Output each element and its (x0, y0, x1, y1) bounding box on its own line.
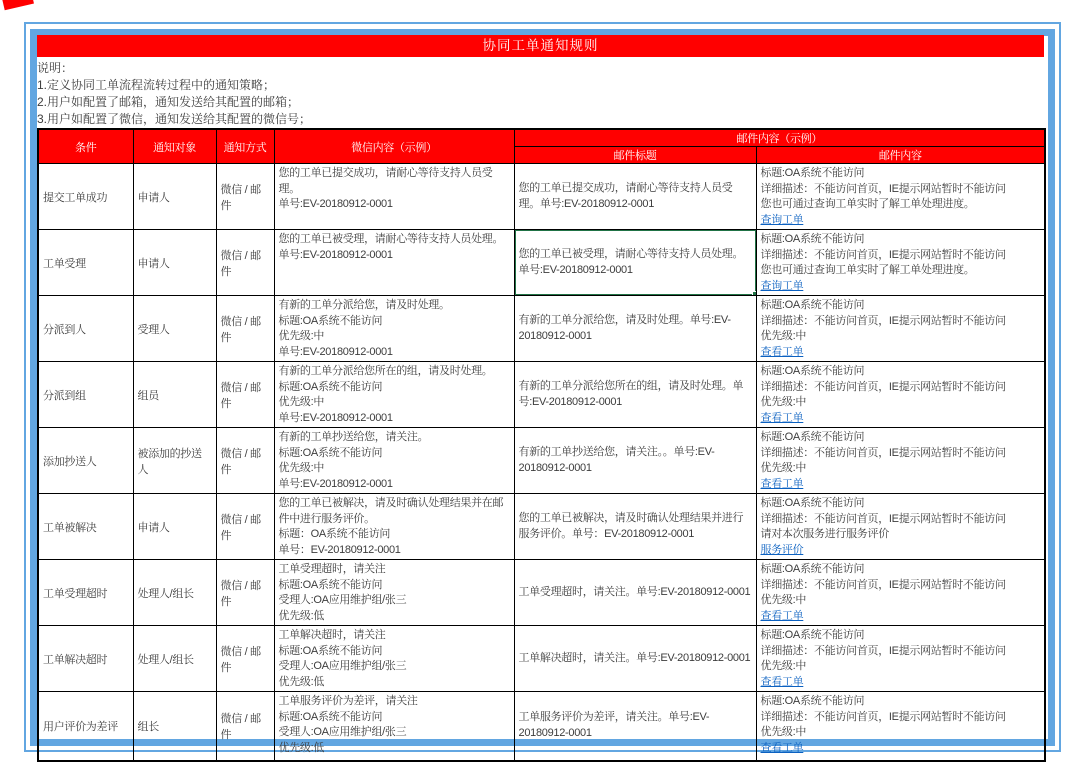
wechat-line: 优先级:中 (278, 330, 325, 342)
cell-notify-method: 微信 / 邮件 (216, 560, 274, 626)
wechat-line: 优先级:中 (278, 462, 325, 474)
wechat-line: 有新的工单分派给您，请及时处理。 (278, 299, 450, 311)
email-title-text: 有新的工单分派给您，请及时处理。单号:EV-20180912-0001 (518, 314, 731, 342)
wechat-line: 优先级:低 (278, 741, 325, 754)
wechat-line: 单号:EV-20180912-0001 (278, 411, 393, 424)
wechat-line: 单号:EV-20180912-0001 (278, 198, 393, 210)
cell-notify-method: 微信 / 邮件 (216, 230, 274, 296)
email-body-line: 详细描述：不能访问首页，IE提示网站暂时不能访问 (760, 248, 1006, 261)
email-link-line (761, 741, 1041, 757)
email-body-line: 优先级:中 (760, 330, 807, 342)
cell-notify-target: 申请人 (133, 230, 216, 296)
cell-notify-method: 微信 / 邮件 (216, 296, 274, 362)
cell-email-title (514, 164, 756, 230)
cell-notify-method: 微信 / 邮件 (216, 626, 274, 692)
cell-email-body (756, 362, 1045, 428)
table-row (38, 230, 1045, 296)
wechat-line: 您的工单已提交成功，请耐心等待支持人员受理。 (278, 167, 493, 195)
cell-email-title (514, 692, 756, 761)
wechat-line: 标题:OA系统不能访问 (278, 578, 383, 591)
email-link-line (761, 675, 1041, 691)
wechat-line: 单号:EV-20180912-0001 (278, 477, 393, 490)
wechat-line: 单号:EV-20180912-0001 (278, 345, 393, 358)
cell-condition: 添加抄送人 (38, 428, 133, 494)
wechat-line: 单号:EV-20180912-0001 (278, 248, 393, 261)
wechat-line: 受理人:OA应用维护组/张三 (278, 660, 407, 672)
wechat-line: 标题:OA系统不能访问 (278, 644, 383, 657)
email-link[interactable]: 查看工单 (760, 741, 804, 754)
wechat-line: 受理人:OA应用维护组/张三 (278, 726, 407, 738)
notes-block (37, 60, 1044, 128)
wechat-line: 您的工单已被受理，请耐心等待支持人员处理。 (278, 233, 504, 245)
email-body-line: 详细描述：不能访问首页，IE提示网站暂时不能访问 (760, 512, 1006, 525)
cell-wechat-content (274, 494, 514, 560)
wechat-line: 单号：EV-20180912-0001 (278, 543, 401, 556)
cell-notify-target: 处理人/组长 (133, 560, 216, 626)
wechat-line: 标题:OA系统不能访问 (278, 380, 383, 393)
wechat-line: 优先级:低 (278, 675, 325, 688)
email-body-line: 优先级:中 (760, 396, 807, 408)
email-link[interactable]: 服务评价 (760, 543, 804, 556)
email-body-line: 优先级:中 (760, 594, 807, 606)
cell-email-body (756, 230, 1045, 296)
email-body-line: 标题:OA系统不能访问 (760, 365, 865, 377)
cell-email-title (514, 494, 756, 560)
cell-condition: 用户评价为差评 (38, 692, 133, 761)
email-title-text: 您的工单已提交成功，请耐心等待支持人员受理。单号:EV-20180912-0001 (518, 182, 733, 210)
selection-fill-handle[interactable] (752, 291, 757, 296)
email-link-line (761, 477, 1041, 493)
col-header-email-group: 邮件内容（示例） (514, 129, 1045, 147)
wechat-line: 工单解决超时，请关注 (278, 629, 386, 641)
email-link[interactable]: 查看工单 (760, 609, 804, 622)
cell-email-title (514, 560, 756, 626)
document-content (37, 35, 1044, 762)
email-link-line (761, 543, 1041, 559)
email-link[interactable]: 查询工单 (760, 213, 804, 226)
cell-wechat-content (274, 296, 514, 362)
email-body-line: 详细描述：不能访问首页，IE提示网站暂时不能访问 (760, 644, 1006, 657)
email-link[interactable]: 查看工单 (760, 477, 804, 490)
cell-notify-target: 申请人 (133, 494, 216, 560)
notes-heading: 说明： (37, 61, 74, 75)
email-title-text: 您的工单已被解决，请及时确认处理结果并进行服务评价。单号：EV-20180912-0001 (518, 512, 744, 540)
email-body-line: 详细描述：不能访问首页，IE提示网站暂时不能访问 (760, 314, 1006, 327)
cell-notify-method: 微信 / 邮件 (216, 692, 274, 761)
email-body-line: 标题:OA系统不能访问 (760, 233, 865, 245)
cell-wechat-content (274, 362, 514, 428)
email-link-line (761, 609, 1041, 625)
email-link-line (761, 213, 1041, 229)
email-body-line: 标题:OA系统不能访问 (760, 167, 865, 179)
cell-condition: 分派到组 (38, 362, 133, 428)
table-row (38, 692, 1045, 761)
cell-condition: 分派到人 (38, 296, 133, 362)
cell-notify-target: 申请人 (133, 164, 216, 230)
cell-email-body (756, 692, 1045, 761)
email-body-line: 标题:OA系统不能访问 (760, 431, 865, 443)
wechat-line: 受理人:OA应用维护组/张三 (278, 594, 407, 606)
wechat-line: 您的工单已被解决，请及时确认处理结果并在邮件中进行服务评价。 (278, 497, 504, 525)
cell-wechat-content (274, 626, 514, 692)
col-header-target: 通知对象 (133, 129, 216, 164)
cell-notify-target: 组员 (133, 362, 216, 428)
email-body-line: 详细描述：不能访问首页，IE提示网站暂时不能访问 (760, 578, 1006, 591)
email-body-line: 详细描述：不能访问首页，IE提示网站暂时不能访问 (760, 380, 1006, 393)
email-link[interactable]: 查看工单 (760, 345, 804, 358)
col-header-condition: 条件 (38, 129, 133, 164)
email-body-line: 请对本次服务进行服务评价 (760, 528, 889, 540)
cell-email-title (514, 296, 756, 362)
notes-item: 1.定义协同工单流程流转过程中的通知策略； (37, 78, 276, 92)
cell-notify-target: 受理人 (133, 296, 216, 362)
email-title-text: 工单受理超时，请关注。单号:EV-20180912-0001 (518, 585, 751, 598)
cell-notify-method: 微信 / 邮件 (216, 494, 274, 560)
cell-notify-method: 微信 / 邮件 (216, 428, 274, 494)
email-body-line: 您也可通过查询工单实时了解工单处理进度。 (760, 264, 975, 276)
cell-email-body (756, 494, 1045, 560)
wechat-line: 工单受理超时，请关注 (278, 563, 386, 575)
cell-wechat-content (274, 692, 514, 761)
cell-wechat-content (274, 230, 514, 296)
wechat-line: 优先级:低 (278, 609, 325, 622)
cell-email-title (514, 362, 756, 428)
email-title-text: 您的工单已被受理，请耐心等待支持人员处理。单号:EV-20180912-0001 (518, 248, 744, 276)
cell-wechat-content (274, 164, 514, 230)
table-row (38, 560, 1045, 626)
email-body-line: 详细描述：不能访问首页，IE提示网站暂时不能访问 (760, 710, 1006, 723)
table-row (38, 494, 1045, 560)
cell-wechat-content (274, 560, 514, 626)
cell-notify-method: 微信 / 邮件 (216, 164, 274, 230)
cell-email-body (756, 164, 1045, 230)
cell-email-body (756, 428, 1045, 494)
cell-email-body (756, 296, 1045, 362)
cell-condition: 提交工单成功 (38, 164, 133, 230)
table-row (38, 428, 1045, 494)
cell-condition: 工单解决超时 (38, 626, 133, 692)
notes-item: 2.用户如配置了邮箱，通知发送给其配置的邮箱； (37, 95, 300, 109)
corner-red-mark (2, 0, 34, 10)
cell-email-body (756, 560, 1045, 626)
email-link-line (761, 411, 1041, 427)
cell-wechat-content (274, 428, 514, 494)
page-title: 协同工单通知规则 (37, 35, 1044, 57)
cell-email-title (514, 428, 756, 494)
wechat-line: 标题：OA系统不能访问 (278, 528, 391, 540)
email-body-line: 标题:OA系统不能访问 (760, 629, 865, 641)
notification-rules-table (37, 128, 1046, 762)
wechat-line: 有新的工单分派给您所在的组，请及时处理。 (278, 365, 493, 377)
email-link[interactable]: 查看工单 (760, 411, 804, 424)
cell-notify-target: 处理人/组长 (133, 626, 216, 692)
wechat-line: 优先级:中 (278, 396, 325, 408)
email-link[interactable]: 查询工单 (760, 279, 804, 292)
col-header-email-body: 邮件内容 (756, 147, 1045, 164)
cell-condition: 工单被解决 (38, 494, 133, 560)
table-row (38, 626, 1045, 692)
email-link[interactable]: 查看工单 (760, 675, 804, 688)
wechat-line: 有新的工单抄送给您，请关注。 (278, 431, 429, 443)
email-body-line: 详细描述：不能访问首页，IE提示网站暂时不能访问 (760, 182, 1006, 195)
cell-condition: 工单受理 (38, 230, 133, 296)
email-link-line (761, 279, 1041, 295)
col-header-email-title: 邮件标题 (514, 147, 756, 164)
cell-condition: 工单受理超时 (38, 560, 133, 626)
cell-email-title-selected[interactable] (514, 230, 756, 296)
email-body-line: 标题:OA系统不能访问 (760, 695, 865, 707)
table-row (38, 164, 1045, 230)
email-body-line: 详细描述：不能访问首页，IE提示网站暂时不能访问 (760, 446, 1006, 459)
email-link-line (761, 345, 1041, 361)
email-title-text: 有新的工单抄送给您，请关注。。单号:EV-20180912-0001 (518, 446, 715, 474)
cell-email-body (756, 626, 1045, 692)
email-body-line: 您也可通过查询工单实时了解工单处理进度。 (760, 198, 975, 210)
email-title-text: 工单服务评价为差评，请关注。单号:EV-20180912-0001 (518, 711, 710, 739)
cell-notify-method: 微信 / 邮件 (216, 362, 274, 428)
cell-email-title (514, 626, 756, 692)
email-body-line: 标题:OA系统不能访问 (760, 563, 865, 575)
email-body-line: 优先级:中 (760, 462, 807, 474)
table-row (38, 362, 1045, 428)
table-row (38, 296, 1045, 362)
wechat-line: 标题:OA系统不能访问 (278, 446, 383, 459)
email-body-line: 标题:OA系统不能访问 (760, 299, 865, 311)
col-header-wechat: 微信内容（示例） (274, 129, 514, 164)
wechat-line: 标题:OA系统不能访问 (278, 710, 383, 723)
email-body-line: 标题:OA系统不能访问 (760, 497, 865, 509)
notes-item: 3.用户如配置了微信，通知发送给其配置的微信号； (37, 112, 312, 126)
cell-notify-target: 组长 (133, 692, 216, 761)
email-title-text: 有新的工单分派给您所在的组，请及时处理。单号:EV-20180912-0001 (518, 380, 744, 408)
wechat-line: 标题:OA系统不能访问 (278, 314, 383, 327)
email-title-text: 工单解决超时，请关注。单号:EV-20180912-0001 (518, 651, 751, 664)
email-body-line: 优先级:中 (760, 726, 807, 738)
col-header-method: 通知方式 (216, 129, 274, 164)
cell-notify-target: 被添加的抄送人 (133, 428, 216, 494)
wechat-line: 工单服务评价为差评，请关注 (278, 695, 418, 707)
email-body-line: 优先级:中 (760, 660, 807, 672)
